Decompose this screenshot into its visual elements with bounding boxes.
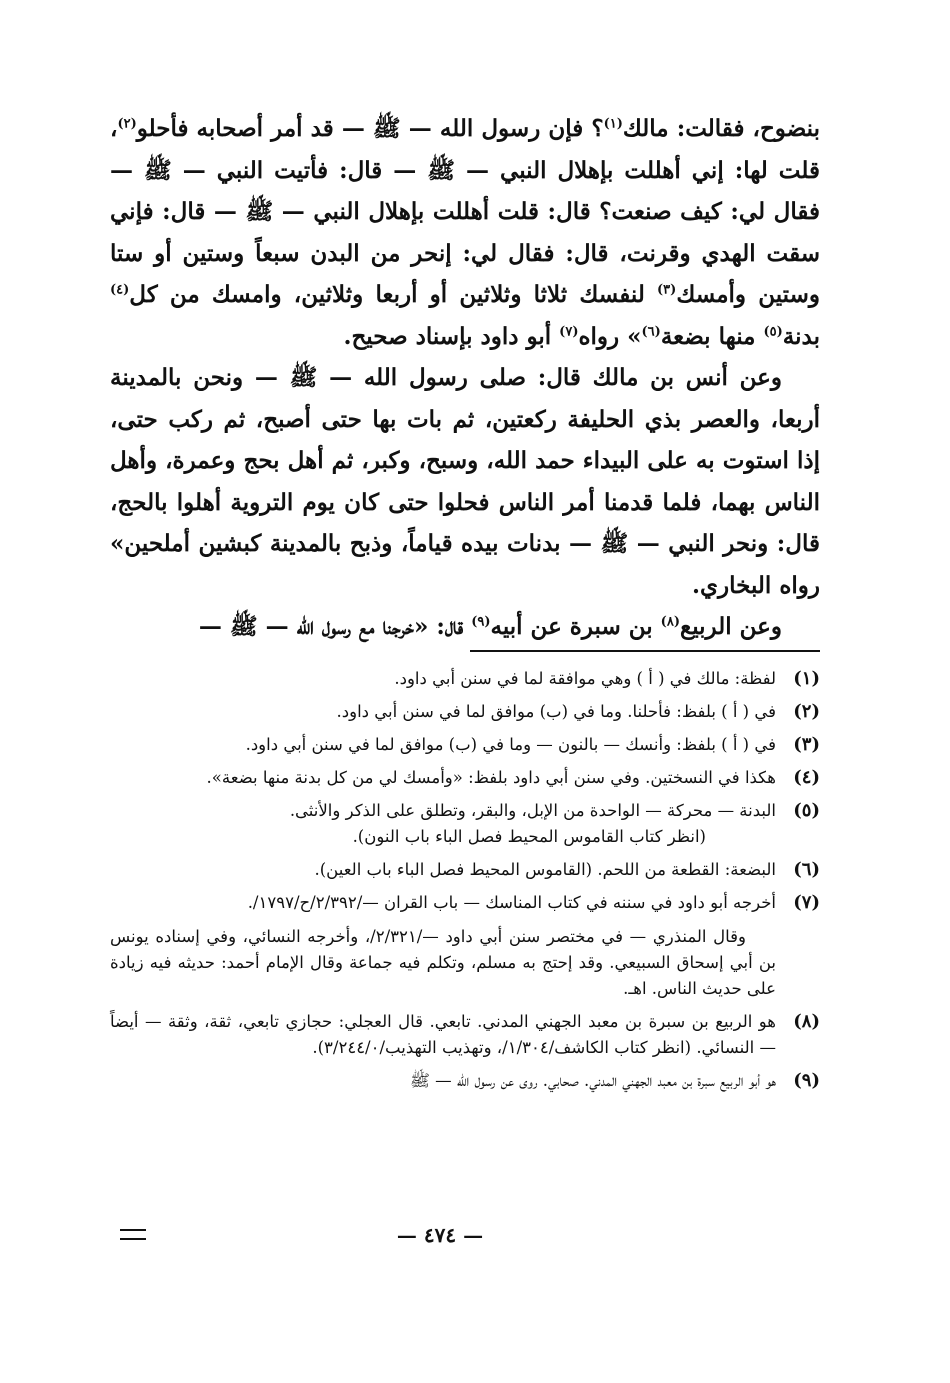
footnote-number: (٤) bbox=[793, 766, 820, 788]
text-run: قال: «خرجنا مع رسول الله — ﷺ — bbox=[198, 613, 472, 640]
text-run: بنضوح، فقالت: مالك bbox=[622, 115, 820, 142]
footnote-number: (٣) bbox=[793, 733, 820, 755]
text-run: ؟ فإن رسول الله — ﷺ — قد أمر أصحابه فأحلو bbox=[136, 115, 604, 142]
footnote-text: البضعة: القطعة من اللحم. (القاموس المحيط فصل الباء باب العين). bbox=[314, 859, 776, 879]
footnote-number: (١) bbox=[793, 667, 820, 689]
text-run: منها بضعة bbox=[660, 322, 764, 350]
footnote-text: البدنة — محركة — الواحدة من الإبل، والبقر، وتطلق على الذكر والأنثى. bbox=[289, 800, 776, 820]
footnote-2 bbox=[110, 699, 820, 725]
footnote-ref-4[interactable]: (٤) bbox=[110, 282, 130, 298]
footnote-text: في ( أ ) بلفظ: وأنسك — بالنون — وما في (ب) موافق لما في سنن أبي داود. bbox=[245, 734, 776, 754]
footnote-4 bbox=[110, 765, 820, 791]
footnote-ref-6[interactable]: (٦) bbox=[641, 323, 661, 339]
footnote-text: أخرجه أبو داود في سننه في كتاب المناسك — باب القران —/٢/٣٩٢/ح/١٧٩٧/. bbox=[247, 892, 776, 912]
text-run: أبو داود بإسناد صحيح. bbox=[343, 322, 560, 350]
footnote-text: في ( أ ) بلفظ: فأحلنا. وما في (ب) موافق لما في سنن أبي داود. bbox=[336, 701, 776, 721]
main-text bbox=[110, 108, 820, 648]
paragraph-3 bbox=[110, 606, 820, 648]
footnote-text: هو الربيع بن سبرة بن معبد الجهني المدني. تابعي. قال العجلي: حجازي تابعي، ثقة، وثقة — أيضاً — النسائي. (انظر كتاب الكاشف/١/٣٠٤/، وتهذيب التهذيب/٣/٢٤٤/٠). bbox=[110, 1011, 776, 1057]
footnote-ref-8[interactable]: (٨) bbox=[660, 614, 680, 630]
text-run: لنفسك ثلاثا وثلاثين أو أربعا وثلاثين، وامسك من كل bbox=[129, 281, 658, 308]
footnote-8 bbox=[110, 1009, 820, 1061]
text-run: ، قلت لها: إني أهللت بإهلال النبي — ﷺ — قال: فأتيت النبي — ﷺ — فقال لي: كيف صنعت؟ قال: قلت أهللت بإهلال النبي — ﷺ — قال: فإني سقت الهدي وقرنت، قال: فقال لي: إنحر من البدن سبعاً وستين أو ستا وستين وأمسك bbox=[110, 115, 820, 308]
footnote-divider bbox=[470, 650, 820, 652]
footnote-text: هكذا في النسختين. وفي سنن أبي داود بلفظ: «وأمسك لي من كل بدنة منها بضعة». bbox=[206, 767, 776, 787]
footnote-number: (٥) bbox=[793, 799, 820, 821]
footnote-5 bbox=[110, 798, 820, 850]
paragraph-1 bbox=[110, 108, 820, 357]
page-body bbox=[110, 108, 820, 1101]
text-run: وعن الربيع bbox=[679, 613, 782, 640]
footnote-number: (٦) bbox=[793, 858, 820, 880]
footnotes bbox=[110, 666, 820, 1094]
footnote-text: لفظة: مالك في ( أ ) وهي موافقة لما في سنن أبي داود. bbox=[394, 668, 776, 688]
footnote-paragraph: وقال المنذري — في مختصر سنن أبي داود —/٢/٣٢١/، وأخرجه النسائي، وفي إسناده يونس بن أبي إسحاق السبيعي. وقد إحتج به مسلم، وتكلم فيه جماعة وقال الإمام أحمد: حديثه فيه زيادة على حديث الناس. اهـ. bbox=[110, 926, 776, 998]
footnote-number: (٨) bbox=[793, 1010, 820, 1032]
footnote-text: هو أبو الربيع سبرة بن معبد الجهني المدني. صحابي. روى عن رسول الله — ﷺ bbox=[409, 1070, 776, 1090]
footnote-ref-1[interactable]: (١) bbox=[603, 116, 623, 132]
footnote-number: (٢) bbox=[793, 700, 820, 722]
footnote-6 bbox=[110, 857, 820, 883]
text-run: » رواه bbox=[578, 322, 642, 350]
text-run: بن سبرة عن أبيه bbox=[490, 613, 661, 640]
paragraph-2: وعن أنس بن مالك قال: صلى رسول الله — ﷺ — ونحن بالمدينة أربعا، والعصر بذي الحليفة ركعتين، ثم بات بها حتى أصبح، ثم ركب حتى، إذا استوت به على البيداء حمد الله، وسبح، وكبر، ثم أهل بحج وعمرة، وأهل الناس بهما، فلما قدمنا أمر الناس فحلوا حتى كان يوم التروية أهلوا بالحج، قال: ونحر النبي — ﷺ — بدنات بيده قياماً، وذبح بالمدينة كبشين أملحين» رواه البخاري. bbox=[110, 364, 820, 599]
footnote-ref-2[interactable]: (٢) bbox=[117, 116, 137, 132]
footnote-ref-9[interactable]: (٩) bbox=[471, 614, 491, 630]
footnote-1 bbox=[110, 666, 820, 692]
page-number: — ٤٧٤ — bbox=[396, 1223, 484, 1247]
continuation-mark bbox=[120, 1229, 146, 1240]
footnote-3 bbox=[110, 732, 820, 758]
footnote-ref-3[interactable]: (٣) bbox=[657, 282, 677, 298]
footnote-subtext: (انظر كتاب القاموس المحيط فصل الباء باب النون). bbox=[352, 826, 706, 846]
footnote-number: (٩) bbox=[793, 1069, 820, 1091]
footnote-number: (٧) bbox=[793, 891, 820, 913]
footnote-ref-7[interactable]: (٧) bbox=[559, 323, 579, 339]
footnote-ref-5[interactable]: (٥) bbox=[763, 323, 783, 339]
footnote-9 bbox=[110, 1068, 820, 1094]
text-run: بدنة bbox=[782, 322, 820, 350]
footnote-7 bbox=[110, 890, 820, 1002]
